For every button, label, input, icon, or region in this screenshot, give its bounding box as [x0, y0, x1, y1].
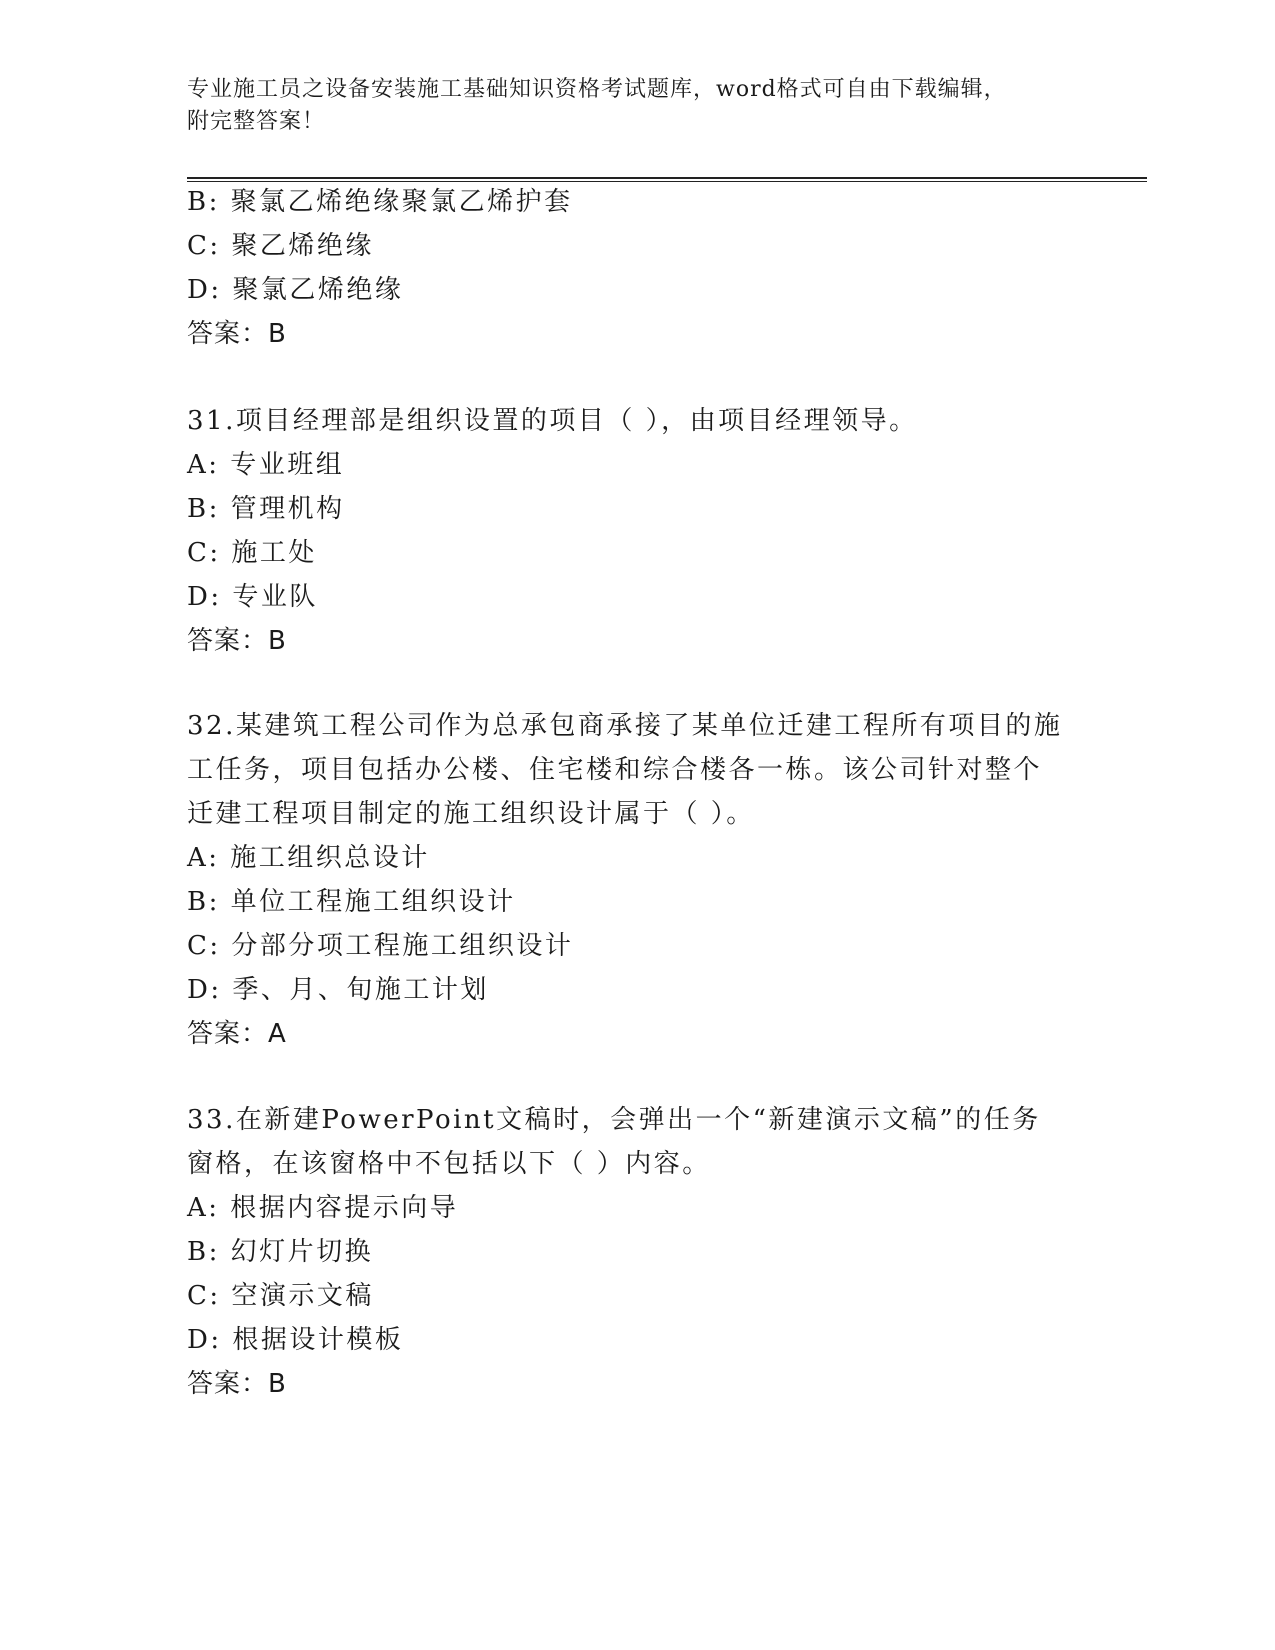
answer: 答案：A — [187, 1019, 287, 1049]
header-line-1: 专业施工员之设备安装施工基础知识资格考试题库，word格式可自由下载编辑， — [187, 77, 1007, 102]
question-31-stem: 31.项目经理部是组织设置的项目（ ），由项目经理领导。 — [187, 406, 918, 436]
question-32-stem-line-3: 迁建工程项目制定的施工组织设计属于（ ）。 — [187, 799, 755, 829]
option-b: B: 聚氯乙烯绝缘聚氯乙烯护套 — [187, 187, 573, 217]
option-d: D: 季、月、旬施工计划 — [187, 975, 489, 1005]
option-b: B: 管理机构 — [187, 494, 345, 524]
question-32-stem-line-2: 工任务，项目包括办公楼、住宅楼和综合楼各一栋。该公司针对整个 — [187, 755, 1043, 785]
option-c: C: 空演示文稿 — [187, 1281, 374, 1311]
question-33-stem-line-1: 33.在新建PowerPoint文稿时，会弹出一个“新建演示文稿”的任务 — [187, 1105, 1041, 1135]
option-c: C: 分部分项工程施工组织设计 — [187, 931, 574, 961]
header-line-2: 附完整答案！ — [187, 109, 326, 134]
option-c: C: 聚乙烯绝缘 — [187, 231, 374, 261]
option-a: A: 根据内容提示向导 — [187, 1193, 459, 1223]
answer: 答案：B — [187, 1369, 287, 1399]
option-d: D: 专业队 — [187, 582, 318, 612]
answer: 答案：B — [187, 319, 287, 349]
option-b: B: 单位工程施工组织设计 — [187, 887, 516, 917]
answer: 答案：B — [187, 626, 287, 656]
option-d: D: 聚氯乙烯绝缘 — [187, 275, 404, 305]
document-header — [187, 74, 1047, 138]
question-33-stem-line-2: 窗格，在该窗格中不包括以下（ ）内容。 — [187, 1149, 711, 1179]
option-a: A: 专业班组 — [187, 450, 345, 480]
option-d: D: 根据设计模板 — [187, 1325, 404, 1355]
question-32-stem-line-1: 32.某建筑工程公司作为总承包商承接了某单位迁建工程所有项目的施 — [187, 711, 1063, 741]
option-b: B: 幻灯片切换 — [187, 1237, 374, 1267]
option-a: A: 施工组织总设计 — [187, 843, 430, 873]
option-c: C: 施工处 — [187, 538, 317, 568]
